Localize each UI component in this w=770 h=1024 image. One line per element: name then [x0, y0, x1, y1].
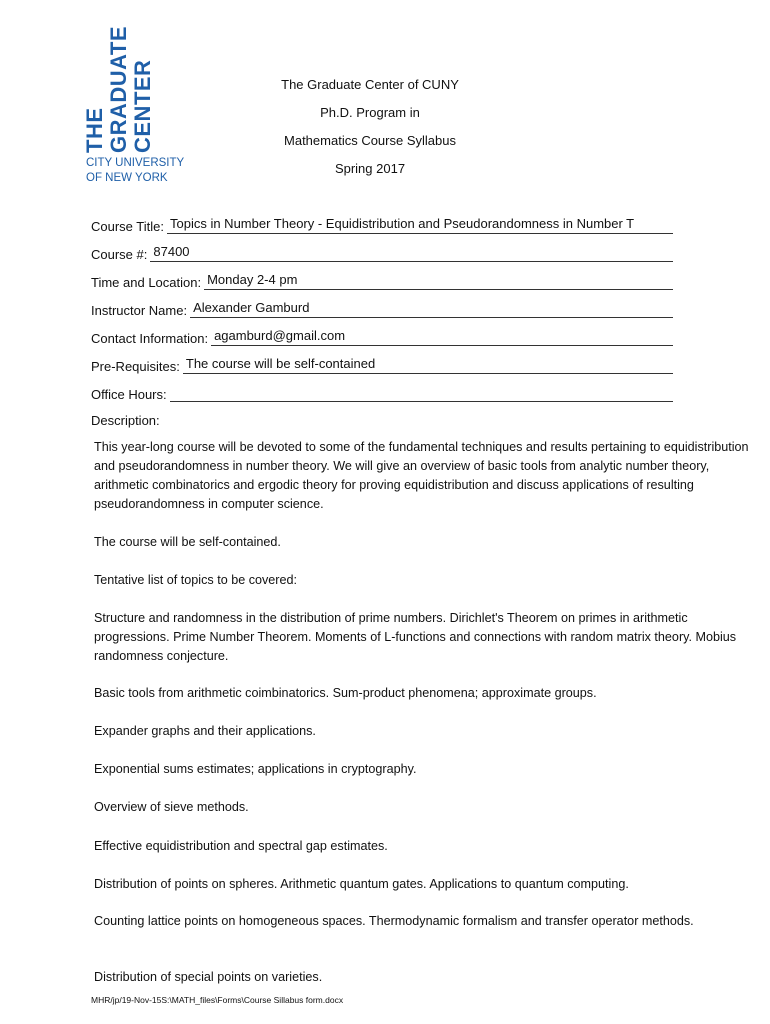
graduate-center-logo: [82, 25, 185, 187]
course-title-field: [91, 216, 673, 234]
topic-item: Effective equidistribution and spectral gap estimates.: [94, 839, 388, 853]
logo-sub-city-university: CITY UNIVERSITY: [86, 157, 185, 169]
topic-item: Distribution of points on spheres. Arithmetic quantum gates. Applications to quantum computing.: [94, 877, 629, 891]
time-location-label: Time and Location:: [91, 275, 202, 290]
logo-text-the: THE: [82, 107, 107, 153]
instructor-label: Instructor Name:: [91, 303, 188, 318]
topics-intro: Tentative list of topics to be covered:: [94, 573, 298, 587]
course-number-field: [91, 244, 673, 262]
instructor-field: [91, 300, 673, 318]
course-title-value: Topics in Number Theory - Equidistribution and Pseudorandomness in Number T: [167, 217, 673, 234]
header-syllabus: Mathematics Course Syllabus: [284, 133, 456, 148]
prerequisites-field: [91, 356, 673, 374]
topic-item: Basic tools from arithmetic coimbinatorics. Sum-product phenomena; approximate groups.: [94, 686, 597, 700]
course-number-value: 87400: [150, 245, 673, 262]
logo-text-graduate: GRADUATE: [106, 25, 131, 153]
logo-sub-new-york: OF NEW YORK: [86, 172, 168, 184]
prerequisites-label: Pre-Requisites:: [91, 359, 180, 374]
topic-item: Structure and randomness in the distribution of prime numbers. Dirichlet's Theorem on primes in arithmetic progressions. Prime Number Theorem. Moments of L-functions and connections with random matrix theory. Mobius randomness conjecture.: [94, 611, 737, 663]
header-program: Ph.D. Program in: [320, 105, 420, 120]
prerequisites-value: The course will be self-contained: [183, 357, 673, 374]
contact-label: Contact Information:: [91, 331, 209, 346]
topic-item: Overview of sieve methods.: [94, 800, 249, 814]
self-contained-note: The course will be self-contained.: [94, 535, 281, 549]
office-hours-value: [170, 385, 673, 402]
topic-item: Expander graphs and their applications.: [94, 724, 316, 738]
course-title-label: Course Title:: [91, 219, 164, 234]
office-hours-field: [91, 384, 673, 402]
header-term: Spring 2017: [334, 161, 406, 176]
description-paragraph: This year-long course will be devoted to some of the fundamental techniques and results pertaining to equidistribution and pseudorandomness in number theory. We will give an overview of basic tools from analytic number theory, arithmetic combinatorics and ergodic theory for proving equidistribution and discuss applications of resulting pseudorandomness in computer science.: [94, 440, 749, 511]
contact-value: agamburd@gmail.com: [211, 329, 673, 346]
topic-item: Distribution of special points on varieties.: [94, 970, 323, 984]
topic-item: Exponential sums estimates; applications in cryptography.: [94, 762, 417, 776]
logo-text-center: CENTER: [130, 59, 155, 153]
instructor-value: Alexander Gamburd: [190, 301, 673, 318]
topic-item: Counting lattice points on homogeneous spaces. Thermodynamic formalism and transfer operator methods.: [94, 914, 694, 928]
description-label: Description:: [91, 413, 160, 428]
document-footer-path: MHR/jp/19-Nov-15S:\MATH_files\Forms\Course Sillabus form.docx: [91, 995, 344, 1005]
contact-field: [91, 328, 673, 346]
header-institution: The Graduate Center of CUNY: [281, 77, 459, 92]
time-location-value: Monday 2-4 pm: [204, 273, 673, 290]
course-number-label: Course #:: [91, 247, 148, 262]
time-location-field: [91, 272, 673, 290]
office-hours-label: Office Hours:: [91, 387, 167, 402]
